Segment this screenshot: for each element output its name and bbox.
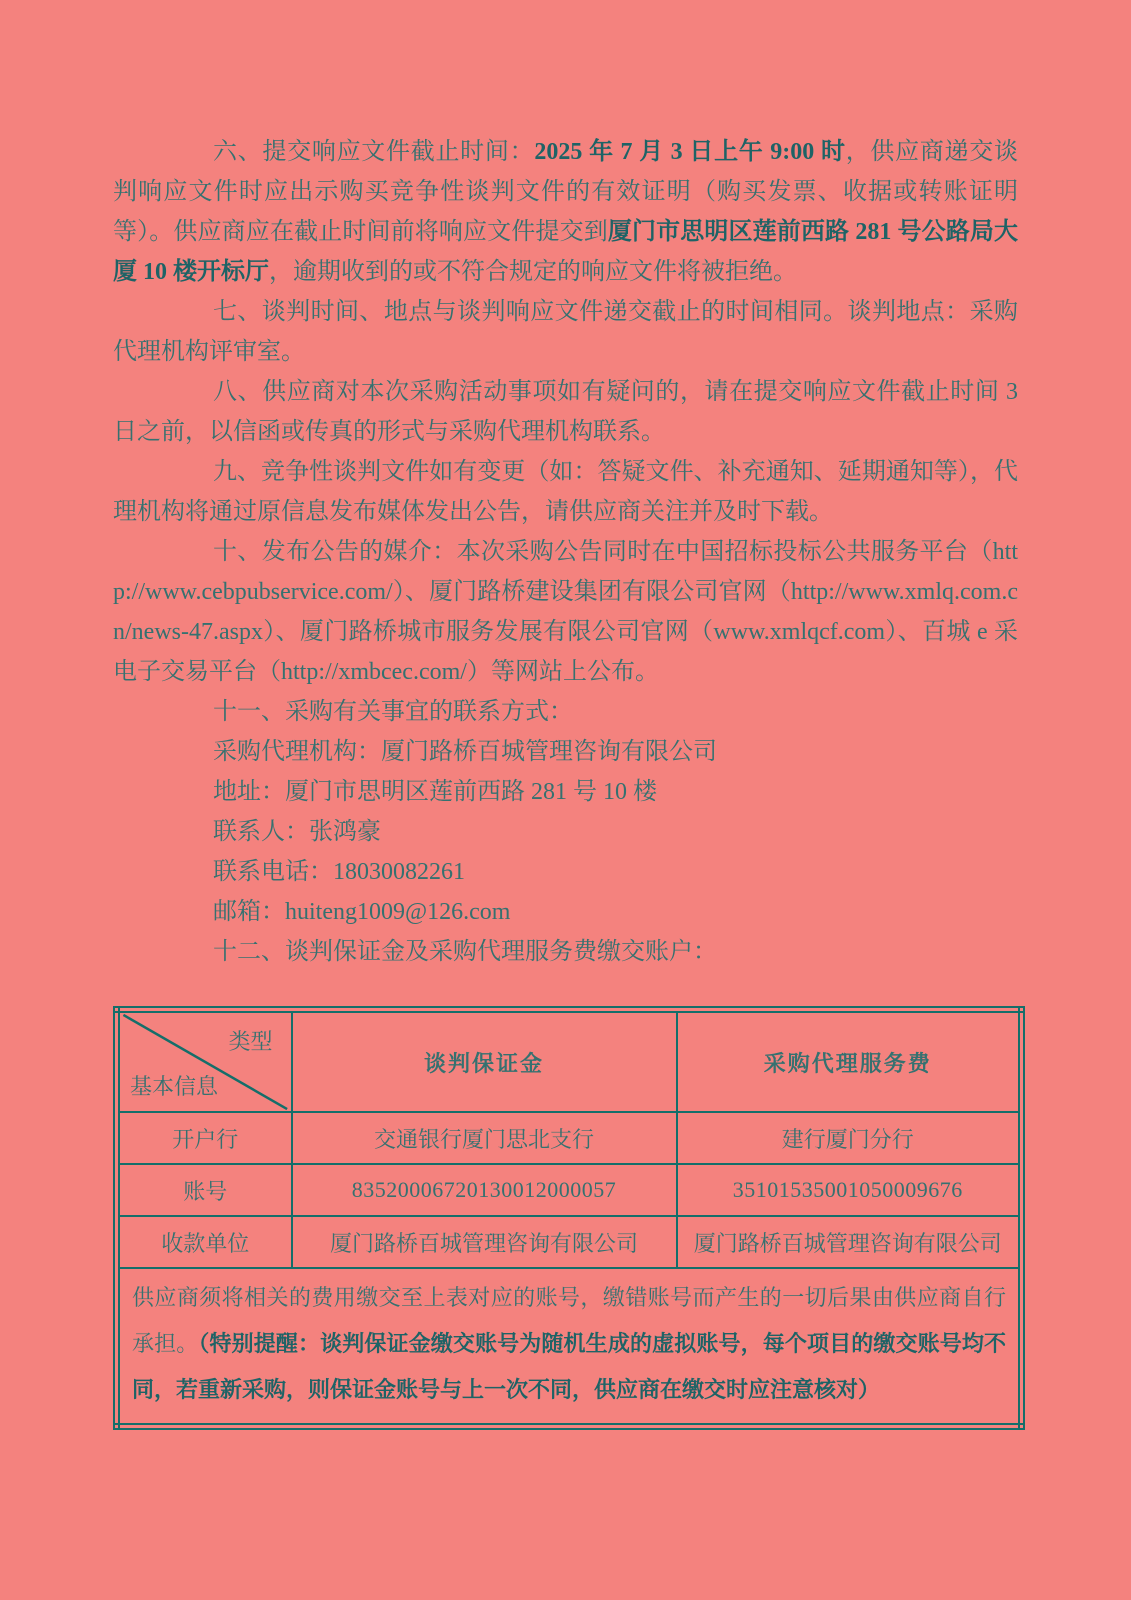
contact-address-line: 地址：厦门市思明区莲前西路 281 号 10 楼 (213, 779, 657, 805)
submission-address: 厦门市思明区莲前西路 281 号公路局大厦 10 楼开标厅 (113, 219, 1019, 285)
contact-person-line: 联系人：张鸿豪 (213, 819, 381, 845)
column-header-deposit: 谈判保证金 (292, 1010, 677, 1113)
payment-accounts-table (113, 1006, 1025, 1430)
cell-fee-bank: 建行厦门分行 (677, 1112, 1022, 1164)
deadline-datetime: 2025 年 7 月 3 日上午 9:00 时 (534, 139, 846, 165)
contact-email-line: 邮箱：huiteng1009@126.com (213, 899, 511, 925)
contact-agency-line: 采购代理机构：厦门路桥百城管理咨询有限公司 (213, 739, 717, 765)
contact-phone-line: 联系电话：18030082261 (213, 859, 465, 885)
table-note-cell (117, 1268, 1022, 1427)
paragraph-6-deadline (113, 132, 1018, 292)
table-corner-cell (117, 1010, 292, 1113)
row-label-account-number: 账号 (117, 1164, 292, 1216)
table-header-row (117, 1010, 1022, 1113)
paragraph-8-questions: 八、供应商对本次采购活动事项如有疑问的，请在提交响应文件截止时间 3 日之前，以信函或传真的形式与采购代理机构联系。 (113, 379, 1018, 445)
table-row-account-number (117, 1164, 1022, 1216)
paragraph-9-changes: 九、竞争性谈判文件如有变更（如：答疑文件、补充通知、延期通知等），代理机构将通过原信息发布媒体发出公告，请供应商关注并及时下载。 (113, 459, 1018, 525)
column-header-agency-fee: 采购代理服务费 (677, 1010, 1022, 1113)
cell-fee-account-number: 35101535001050009676 (677, 1164, 1022, 1216)
cell-deposit-payee: 厦门路桥百城管理咨询有限公司 (292, 1216, 677, 1268)
table-note-row (117, 1268, 1022, 1427)
corner-label-type: 类型 (228, 1029, 273, 1054)
paragraph-6-lead: 六、提交响应文件截止时间： (213, 139, 535, 165)
note-normal-text: 供应商须将相关的费用缴交至上表对应的账号，缴错账号而产生的一切后果由供应商自行承担。 (132, 1285, 1006, 1356)
paragraph-6-tail: ，逾期收到的或不符合规定的响应文件将被拒绝。 (269, 259, 797, 285)
cell-fee-payee: 厦门路桥百城管理咨询有限公司 (677, 1216, 1022, 1268)
cell-deposit-bank: 交通银行厦门思北支行 (292, 1112, 677, 1164)
cell-deposit-account-number: 83520006720130012000057 (292, 1164, 677, 1216)
paragraph-12-accounts-title: 十二、谈判保证金及采购代理服务费缴交账户： (213, 939, 717, 965)
row-label-payee: 收款单位 (117, 1216, 292, 1268)
table-row-bank (117, 1112, 1022, 1164)
paragraph-10-announcement-media: 十、发布公告的媒介：本次采购公告同时在中国招标投标公共服务平台（http://www.cebpubservice.com/）、厦门路桥建设集团有限公司官网（http://www.xmlq.com.cn/news-47.aspx）、厦门路桥城市服务发展有限公司官网（www.xmlqcf.com）、百城 e 采电子交易平台（http://xmbcec.com/）等网站上公布。 (113, 539, 1018, 685)
note-special-reminder: （特别提醒：谈判保证金缴交账号为随机生成的虚拟账号，每个项目的缴交账号均不同，若重新采购，则保证金账号与上一次不同，供应商在缴交时应注意核对） (132, 1331, 1006, 1402)
paragraph-6-body: ，供应商递交谈判响应文件时应出示购买竞争性谈判文件的有效证明（购买发票、收据或转账证明等）。供应商应在截止时间前将响应文件提交到 (113, 139, 1018, 245)
table-row-payee (117, 1216, 1022, 1268)
paragraph-7-negotiation-time: 七、谈判时间、地点与谈判响应文件递交截止的时间相同。谈判地点：采购代理机构评审室。 (113, 299, 1018, 365)
row-label-bank: 开户行 (117, 1112, 292, 1164)
corner-label-basic-info: 基本信息 (130, 1074, 219, 1099)
paragraph-11-contact-title: 十一、采购有关事宜的联系方式： (213, 699, 573, 725)
